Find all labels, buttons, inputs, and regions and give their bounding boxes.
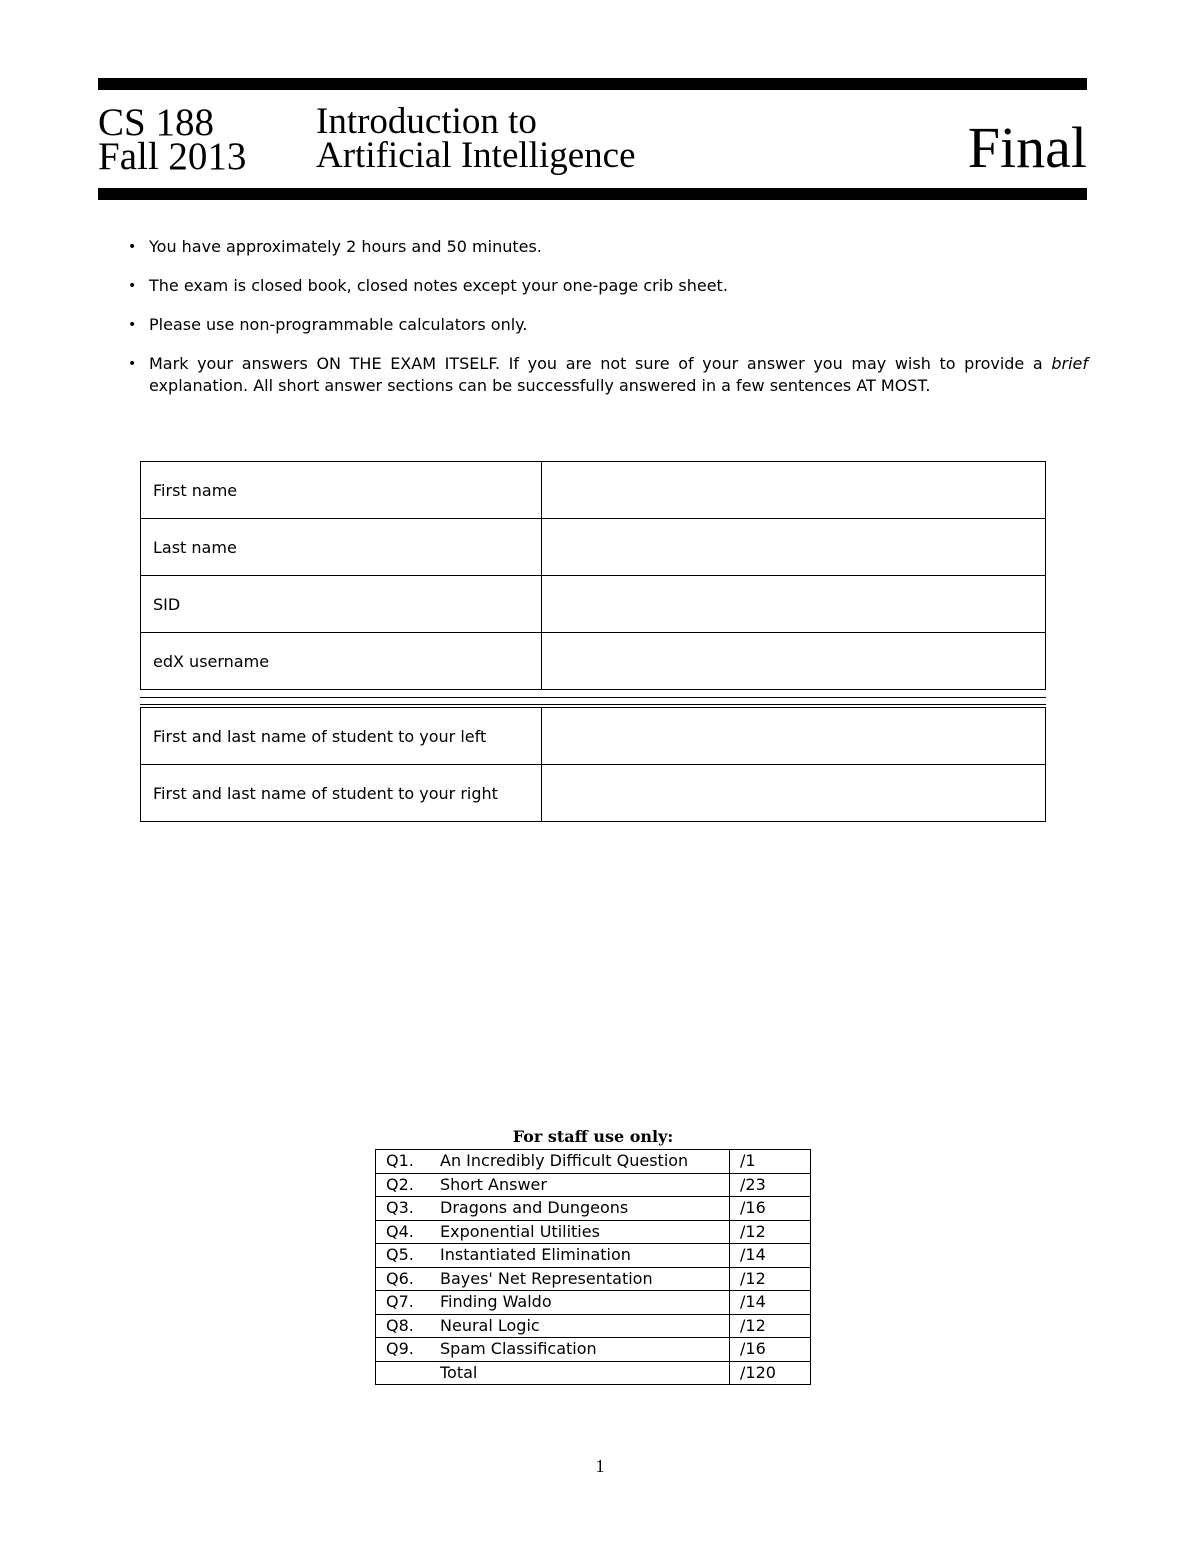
bullet-icon: • <box>128 278 137 294</box>
student-info-table <box>140 461 1046 690</box>
table-row <box>376 1267 811 1291</box>
table-row <box>376 1291 811 1315</box>
first-name-field[interactable] <box>542 462 1046 519</box>
question-points: /12 <box>730 1220 811 1244</box>
question-points: /12 <box>730 1267 811 1291</box>
question-name: Dragons and Dungeons <box>440 1198 629 1218</box>
page-number: 1 <box>595 1456 605 1476</box>
question-cell <box>376 1150 730 1174</box>
total-row <box>376 1361 811 1385</box>
question-points: /1 <box>730 1150 811 1174</box>
table-separator <box>140 697 1046 705</box>
instruction-text-part2: explanation. All short answer sections can be successfully answered in a few sentences AT MOST. <box>149 376 931 395</box>
table-row <box>141 633 1046 690</box>
bullet-icon: • <box>128 356 137 372</box>
instruction-text-part1: Mark your answers ON THE EXAM ITSELF. If you are not sure of your answer you may wish to provide a <box>149 354 1052 373</box>
question-cell <box>376 1173 730 1197</box>
instruction-item <box>128 236 1088 258</box>
left-student-field[interactable] <box>542 708 1046 765</box>
instruction-text <box>149 353 1088 397</box>
question-number: Q2. <box>386 1174 414 1194</box>
table-row <box>376 1244 811 1268</box>
bullet-icon: • <box>128 239 137 255</box>
instructions-list <box>128 236 1088 414</box>
table-row <box>376 1314 811 1338</box>
field-label-right-student: First and last name of student to your right <box>141 765 542 822</box>
question-points: /12 <box>730 1314 811 1338</box>
question-points: /16 <box>730 1338 811 1362</box>
neighbor-info-table <box>140 707 1046 822</box>
total-cell <box>376 1361 730 1385</box>
last-name-field[interactable] <box>542 519 1046 576</box>
instruction-emphasis: brief <box>1051 354 1088 373</box>
question-name: An Incredibly Difficult Question <box>440 1151 689 1171</box>
table-row <box>376 1150 811 1174</box>
question-number: Q1. <box>386 1151 414 1171</box>
table-row <box>376 1197 811 1221</box>
table-row <box>141 576 1046 633</box>
instruction-text: You have approximately 2 hours and 50 minutes. <box>149 237 542 256</box>
field-label-first-name: First name <box>141 462 542 519</box>
question-cell <box>376 1338 730 1362</box>
course-code: CS 188 <box>98 101 214 144</box>
question-number: Q9. <box>386 1339 414 1359</box>
course-term: Fall 2013 <box>98 135 247 178</box>
question-name: Bayes' Net Representation <box>440 1268 653 1288</box>
question-points: /14 <box>730 1291 811 1315</box>
question-cell <box>376 1220 730 1244</box>
field-label-edx-username: edX username <box>141 633 542 690</box>
total-label: Total <box>440 1362 478 1382</box>
question-number: Q5. <box>386 1245 414 1265</box>
table-row <box>376 1220 811 1244</box>
field-label-last-name: Last name <box>141 519 542 576</box>
staff-table-caption: For staff use only: <box>512 1127 674 1146</box>
question-number: Q3. <box>386 1198 414 1218</box>
table-row <box>376 1173 811 1197</box>
question-points: /16 <box>730 1197 811 1221</box>
instruction-item <box>128 275 1088 297</box>
field-label-left-student: First and last name of student to your left <box>141 708 542 765</box>
question-points: /23 <box>730 1173 811 1197</box>
question-cell <box>376 1291 730 1315</box>
sid-field[interactable] <box>542 576 1046 633</box>
total-points: /120 <box>730 1361 811 1385</box>
question-name: Instantiated Elimination <box>440 1245 631 1265</box>
header-rule-top <box>98 78 1087 90</box>
question-cell <box>376 1267 730 1291</box>
question-name: Neural Logic <box>440 1315 540 1335</box>
question-points: /14 <box>730 1244 811 1268</box>
table-row <box>141 519 1046 576</box>
header-rule-bottom <box>98 188 1087 200</box>
staff-score-table <box>375 1149 811 1385</box>
exam-type: Final <box>967 115 1087 180</box>
question-name: Exponential Utilities <box>440 1221 600 1241</box>
question-cell <box>376 1314 730 1338</box>
instruction-item <box>128 353 1088 397</box>
question-number: Q7. <box>386 1292 414 1312</box>
instruction-item <box>128 314 1088 336</box>
question-cell <box>376 1244 730 1268</box>
field-label-sid: SID <box>141 576 542 633</box>
instruction-text: The exam is closed book, closed notes except your one-page crib sheet. <box>149 276 728 295</box>
question-cell <box>376 1197 730 1221</box>
question-name: Finding Waldo <box>440 1292 552 1312</box>
question-number: Q8. <box>386 1315 414 1335</box>
table-row <box>141 462 1046 519</box>
right-student-field[interactable] <box>542 765 1046 822</box>
question-number: Q6. <box>386 1268 414 1288</box>
question-name: Short Answer <box>440 1174 547 1194</box>
question-number: Q4. <box>386 1221 414 1241</box>
edx-username-field[interactable] <box>542 633 1046 690</box>
bullet-icon: • <box>128 317 137 333</box>
instruction-text: Please use non-programmable calculators only. <box>149 315 528 334</box>
question-name: Spam Classification <box>440 1339 597 1359</box>
table-row <box>141 765 1046 822</box>
table-row <box>141 708 1046 765</box>
table-row <box>376 1338 811 1362</box>
course-title-line1: Introduction to <box>316 101 537 142</box>
score-table-body <box>376 1150 811 1385</box>
course-title-line2: Artificial Intelligence <box>316 135 636 176</box>
